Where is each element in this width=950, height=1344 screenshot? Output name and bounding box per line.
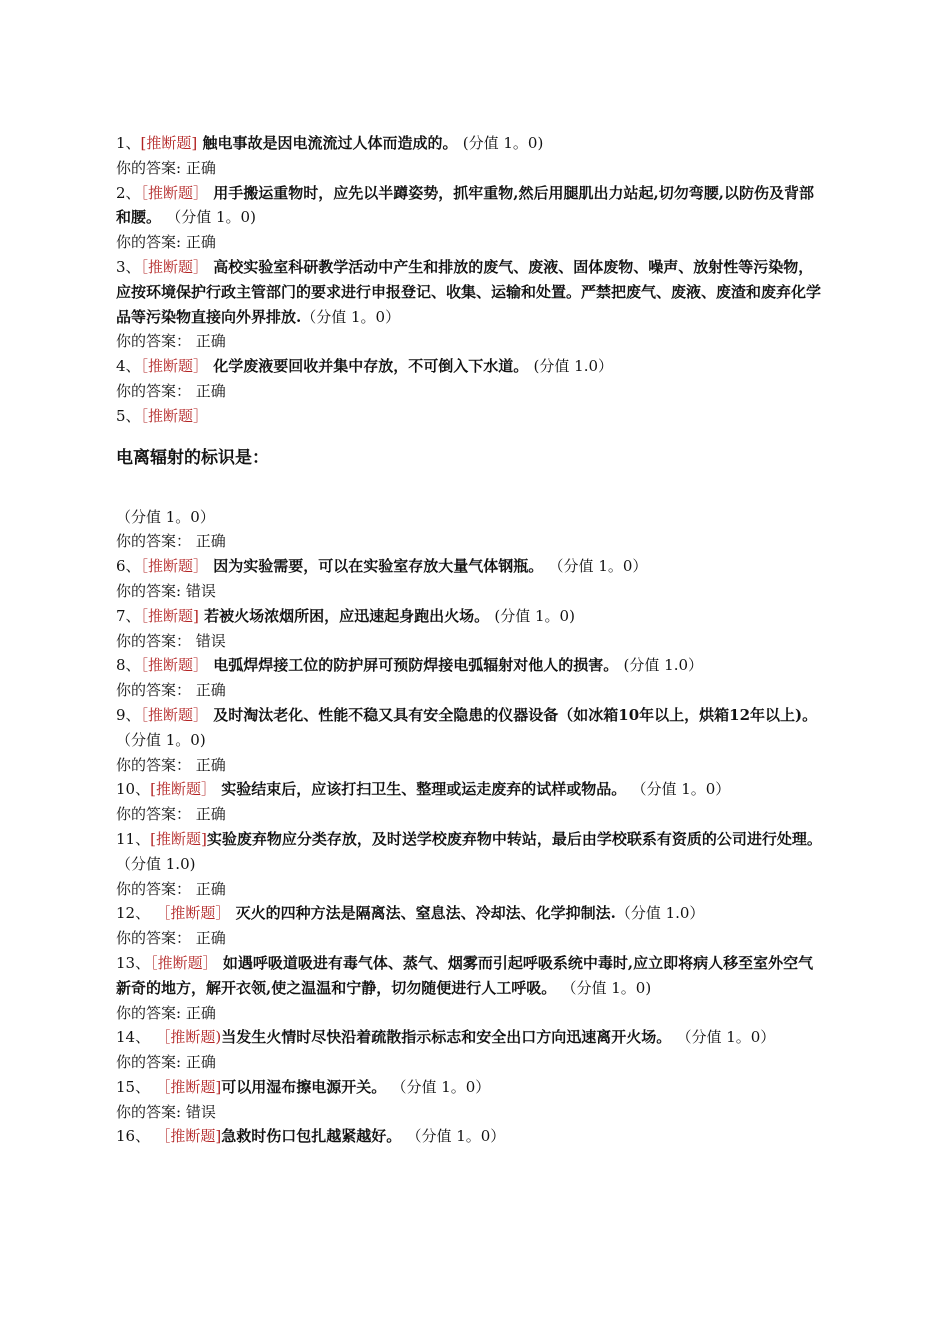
- question-8: [116, 653, 828, 678]
- question-score: （分值 1。0）: [391, 1077, 491, 1096]
- question-12: [116, 901, 828, 926]
- answer-label: 你的答案：: [116, 681, 192, 700]
- question-type-tag: ［推断题］: [140, 705, 209, 724]
- answer-label: 你的答案：: [116, 805, 192, 824]
- answer-value: 正确: [195, 532, 226, 551]
- question-text: 实验废弃物应分类存放，及时送学校废弃物中转站，最后由学校联系有资质的公司进行处理。: [206, 829, 822, 848]
- question-number: 8、: [116, 656, 141, 675]
- answer-value: 正确: [195, 332, 226, 351]
- question-text: 因为实验需要，可以在实验室存放大量气体钢瓶。: [213, 557, 544, 576]
- answer-1: [116, 156, 828, 181]
- question-5: [116, 404, 828, 429]
- question-number: 1、: [116, 134, 141, 152]
- question-type-tag: ［推断题): [155, 1028, 222, 1047]
- question-number: 3、: [116, 257, 141, 276]
- question-number: 9、: [116, 705, 141, 724]
- question-score: （分值 1。0）: [676, 1028, 776, 1047]
- question-type-tag: [推断题］: [150, 780, 216, 799]
- answer-9: [116, 753, 828, 778]
- answer-value: 正确: [185, 158, 216, 177]
- question-text: 高校实验室科研教学活动中产生和排放的废气、废液、固体废物、噪声、放射性等污染物，应按环境保护行政主管部门的要求进行申报登记、收集、运输和处置。严禁把废气、废液、废渣和废弃化学品等污染物直接向外界排放.: [116, 257, 822, 326]
- answer-label: 你的答案：: [116, 381, 192, 400]
- question-number: 11、: [116, 829, 151, 848]
- question-score: （分值 1.0): [116, 854, 196, 873]
- question-number: 12、: [116, 904, 151, 923]
- question-text: 用手搬运重物时，应先以半蹲姿势，抓牢重物,然后用腿肌出力站起,切勿弯腰,以防伤及背部和腰。: [116, 183, 814, 227]
- question-number: 7、: [116, 606, 141, 625]
- question-score: （分值 1。0): [116, 730, 206, 749]
- question-type-tag: ［推断题]: [140, 606, 199, 625]
- answer-value: 错误: [185, 1102, 216, 1121]
- question-4: [116, 354, 828, 379]
- question-number: 6、: [116, 557, 141, 576]
- answer-value: 正确: [195, 929, 226, 948]
- answer-label: 你的答案：: [116, 755, 192, 774]
- answer-2: [116, 230, 828, 255]
- question-text: 急救时伤口包扎越紧越好。: [221, 1127, 402, 1146]
- answer-label: 你的答案:: [116, 233, 182, 252]
- question-text: 可以用湿布擦电源开关。: [221, 1077, 387, 1096]
- question-number: 5、: [116, 406, 141, 425]
- answer-label: 你的答案：: [116, 332, 192, 351]
- answer-3: [116, 329, 828, 354]
- question-type-tag: ［推断题］: [150, 953, 218, 972]
- question-9: [116, 703, 828, 753]
- answer-value: 正确: [195, 755, 226, 774]
- answer-8: [116, 678, 828, 703]
- question-score: （分值 1。0): [166, 208, 256, 227]
- question-10: [116, 777, 828, 802]
- question-1: [116, 131, 828, 156]
- question-type-tag: [推断题]: [140, 134, 198, 152]
- answer-value: 正确: [195, 879, 226, 898]
- question-5-text: 电离辐射的标识是：: [116, 447, 269, 468]
- question-score: （分值 1。0）: [301, 307, 401, 326]
- question-5-score: [116, 505, 828, 530]
- question-type-tag: ［推断题］: [140, 557, 209, 576]
- question-type-tag: ［推断题]: [155, 1077, 222, 1096]
- question-type-tag: ［推断题］: [140, 183, 209, 202]
- question-number: 14、: [116, 1028, 151, 1047]
- question-score: (分值 1。0): [462, 134, 544, 152]
- question-type-tag: ［推断题］: [140, 357, 209, 376]
- question-score: （分值 1。0): [561, 978, 652, 997]
- question-type-tag: ［推断题］: [140, 406, 209, 425]
- question-type-tag: ［推断题］: [155, 904, 231, 923]
- question-16: [116, 1124, 828, 1149]
- answer-value: 正确: [185, 1003, 216, 1022]
- document-body: [116, 131, 828, 1149]
- answer-value: 正确: [185, 1053, 216, 1072]
- answer-10: [116, 802, 828, 827]
- question-6: [116, 554, 828, 579]
- answer-label: 你的答案:: [116, 1053, 182, 1072]
- question-14: [116, 1025, 828, 1050]
- question-type-tag: ［推断题］: [140, 257, 209, 276]
- answer-value: 错误: [185, 581, 216, 600]
- answer-label: 你的答案:: [116, 1102, 182, 1121]
- answer-5: [116, 529, 828, 554]
- question-13: [116, 951, 828, 1001]
- question-number: 15、: [116, 1077, 151, 1096]
- question-score: （分值 1。0）: [548, 557, 648, 576]
- question-text: 化学废液要回收并集中存放，不可倒入下水道。: [213, 357, 529, 376]
- question-type-tag: ［推断题]: [155, 1127, 222, 1146]
- answer-value: 正确: [195, 681, 226, 700]
- question-number: 10、: [116, 780, 151, 799]
- question-3: [116, 255, 828, 329]
- answer-value: 正确: [195, 381, 226, 400]
- question-number: 16、: [116, 1127, 151, 1146]
- answer-12: [116, 926, 828, 951]
- question-score: (分值 1.0）: [533, 357, 614, 376]
- answer-label: 你的答案：: [116, 532, 192, 551]
- question-type-tag: ［推断题］: [140, 656, 209, 675]
- answer-label: 你的答案：: [116, 879, 192, 898]
- question-number: 2、: [116, 183, 141, 202]
- answer-7: [116, 629, 828, 654]
- answer-11: [116, 877, 828, 902]
- question-score: (分值 1.0）: [623, 656, 704, 675]
- answer-4: [116, 379, 828, 404]
- answer-label: 你的答案：: [116, 929, 192, 948]
- answer-value: 正确: [185, 233, 216, 252]
- question-15: [116, 1075, 828, 1100]
- answer-15: [116, 1100, 828, 1125]
- question-text: 触电事故是因电流流过人体而造成的。: [202, 134, 458, 152]
- question-7: [116, 604, 828, 629]
- question-score: （分值 1。0）: [406, 1127, 506, 1146]
- question-text: 电弧焊焊接工位的防护屏可预防焊接电弧辐射对他人的损害。: [213, 656, 619, 675]
- answer-value: 正确: [195, 805, 226, 824]
- question-text: 实验结束后，应该打扫卫生、整理或运走废弃的试样或物品。: [221, 780, 627, 799]
- answer-label: 你的答案：: [116, 631, 192, 650]
- question-number: 13、: [116, 953, 151, 972]
- question-text: 若被火场浓烟所困，应迅速起身跑出火场。: [204, 606, 490, 625]
- question-text: 及时淘汰老化、性能不稳又具有安全隐患的仪器设备（如冰箱10年以上，烘箱12年以上)。: [213, 705, 818, 724]
- question-text: 灭火的四种方法是隔离法、窒息法、冷却法、化学抑制法.: [235, 904, 616, 923]
- answer-label: 你的答案:: [116, 158, 182, 177]
- answer-14: [116, 1050, 828, 1075]
- question-text: 当发生火情时尽快沿着疏散指示标志和安全出口方向迅速离开火场。: [221, 1028, 672, 1047]
- question-score: （分值 1.0）: [615, 904, 705, 923]
- answer-label: 你的答案:: [116, 1003, 182, 1022]
- answer-13: [116, 1001, 828, 1026]
- question-score: （分值 1。0）: [631, 780, 731, 799]
- question-score: （分值 1。0）: [116, 507, 215, 526]
- answer-6: [116, 579, 828, 604]
- question-text: 如遇呼吸道吸进有毒气体、蒸气、烟雾而引起呼吸系统中毒时,应立即将病人移至室外空气新奇的地方，解开衣领,使之温温和宁静，切勿随便进行人工呼吸。: [116, 953, 814, 997]
- question-2: [116, 181, 828, 231]
- answer-value: 错误: [195, 631, 226, 650]
- question-11: [116, 827, 828, 877]
- question-number: 4、: [116, 357, 141, 376]
- question-type-tag: [推断题]: [150, 829, 207, 848]
- question-score: (分值 1。0): [494, 606, 575, 625]
- answer-label: 你的答案:: [116, 581, 182, 600]
